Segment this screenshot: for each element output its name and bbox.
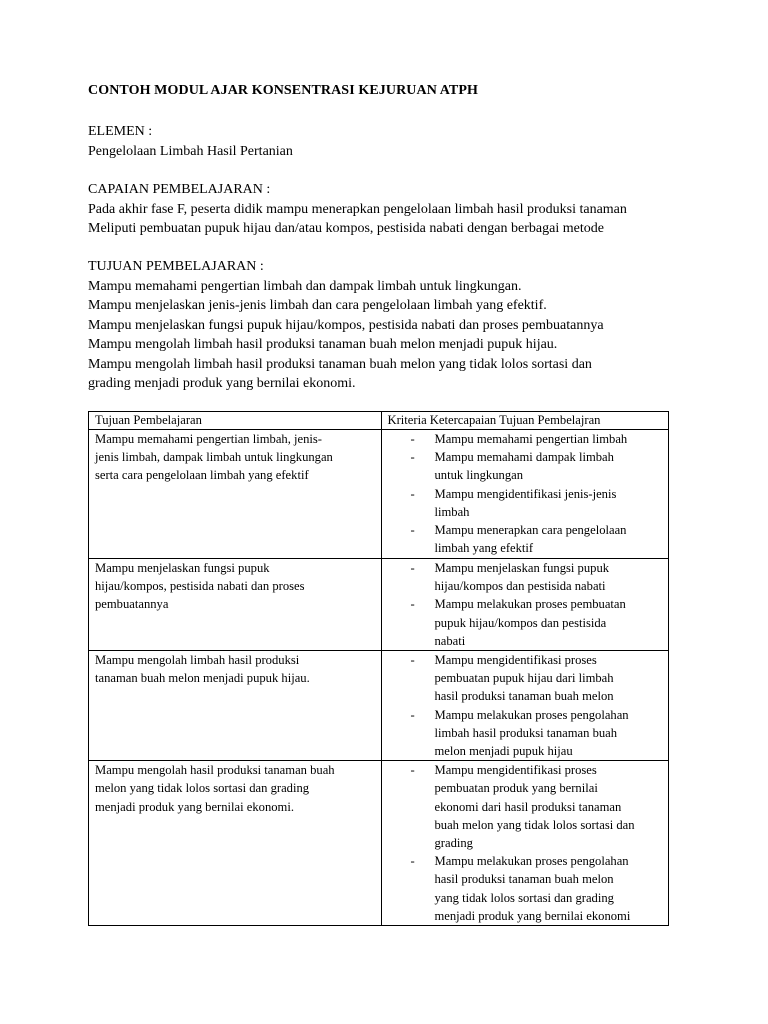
item-line: - Mampu mengidentifikasi proses bbox=[434, 763, 597, 778]
kriteria-list bbox=[388, 761, 665, 925]
capaian-section bbox=[88, 180, 627, 239]
tujuan-cell bbox=[89, 761, 382, 926]
cell-line: melon yang tidak lolos sortasi dan grading bbox=[95, 781, 310, 796]
item-line: yang tidak lolos sortasi dan grading bbox=[434, 890, 614, 905]
elemen-value: Pengelolaan Limbah Hasil Pertanian bbox=[88, 143, 293, 159]
table-row bbox=[89, 430, 669, 559]
cell-line: serta cara pengelolaan limbah yang efektif bbox=[95, 468, 309, 483]
kriteria-list bbox=[388, 559, 665, 650]
item-line: pembuatan pupuk hijau dari limbah bbox=[434, 671, 614, 686]
item-line: pupuk hijau/kompos dan pestisida bbox=[434, 615, 607, 630]
item-line: melon menjadi pupuk hijau bbox=[434, 744, 573, 759]
elemen-section bbox=[88, 122, 293, 161]
capaian-line: Meliputi pembuatan pupuk hijau dan/atau kompos, pestisida nabati dengan berbagai metode bbox=[88, 221, 604, 236]
tujuan-cell bbox=[89, 430, 382, 559]
cell-line: tanaman buah melon menjadi pupuk hijau. bbox=[95, 671, 310, 686]
item-line: - Mampu menerapkan cara pengelolaan bbox=[434, 523, 627, 538]
tujuan-line: Mampu memahami pengertian limbah dan dampak limbah untuk lingkungan. bbox=[88, 278, 522, 294]
kriteria-list bbox=[388, 651, 665, 760]
cell-line: Mampu menjelaskan fungsi pupuk bbox=[95, 561, 270, 575]
tujuan-cell bbox=[89, 559, 382, 651]
item-line: - Mampu melakukan proses pembuatan bbox=[434, 597, 626, 612]
cell-line: Mampu mengolah hasil produksi tanaman buah bbox=[95, 763, 335, 778]
capaian-label: CAPAIAN PEMBELAJARAN : bbox=[88, 182, 271, 197]
item-line: hasil produksi tanaman buah melon bbox=[434, 689, 614, 704]
cell-line: jenis limbah, dampak limbah untuk lingkungan bbox=[95, 450, 333, 465]
item-line: - Mampu melakukan proses pengolahan bbox=[434, 707, 629, 722]
item-line: - Mampu memahami dampak limbah bbox=[434, 450, 614, 465]
kriteria-item bbox=[388, 651, 665, 706]
item-line: limbah yang efektif bbox=[434, 541, 534, 556]
item-line: - Mampu memahami pengertian limbah bbox=[434, 432, 628, 446]
kriteria-item bbox=[388, 430, 665, 448]
tujuan-cell bbox=[89, 651, 382, 761]
kriteria-item bbox=[388, 521, 665, 557]
kriteria-item bbox=[388, 852, 665, 925]
item-line: grading bbox=[434, 836, 473, 851]
item-line: hasil produksi tanaman buah melon bbox=[434, 872, 614, 887]
kriteria-cell bbox=[381, 651, 669, 761]
tujuan-line: grading menjadi produk yang bernilai ekonomi. bbox=[88, 376, 356, 391]
item-line: menjadi produk yang bernilai ekonomi bbox=[434, 908, 631, 923]
kriteria-cell bbox=[381, 559, 669, 651]
document-title: CONTOH MODUL AJAR KONSENTRASI KEJURUAN ATPH bbox=[88, 83, 478, 98]
tujuan-label: TUJUAN PEMBELAJARAN : bbox=[88, 259, 264, 274]
kriteria-cell bbox=[381, 430, 669, 559]
item-line: hijau/kompos dan pestisida nabati bbox=[434, 579, 606, 594]
table-header-row bbox=[89, 412, 669, 430]
kriteria-item bbox=[388, 559, 665, 595]
cell-line: Mampu mengolah limbah hasil produksi bbox=[95, 653, 300, 668]
elemen-label: ELEMEN : bbox=[88, 124, 153, 139]
table-row bbox=[89, 559, 669, 651]
cell-line: Mampu memahami pengertian limbah, jenis- bbox=[95, 432, 322, 446]
capaian-line: Pada akhir fase F, peserta didik mampu menerapkan pengelolaan limbah hasil produksi tanaman bbox=[88, 201, 627, 217]
kriteria-item bbox=[388, 761, 665, 852]
tujuan-line: Mampu menjelaskan jenis-jenis limbah dan cara pengelolaan limbah yang efektif. bbox=[88, 298, 547, 313]
kriteria-item bbox=[388, 706, 665, 761]
kriteria-item bbox=[388, 595, 665, 650]
item-line: untuk lingkungan bbox=[434, 468, 524, 483]
tujuan-line: Mampu menjelaskan fungsi pupuk hijau/kompos, pestisida nabati dan proses pembuatannya bbox=[88, 317, 604, 333]
table-row bbox=[89, 761, 669, 926]
tujuan-line: Mampu mengolah limbah hasil produksi tanaman buah melon yang tidak lolos sortasi dan bbox=[88, 356, 592, 372]
cell-line: hijau/kompos, pestisida nabati dan proses bbox=[95, 579, 305, 594]
kriteria-item bbox=[388, 485, 665, 521]
cell-line: pembuatannya bbox=[95, 597, 169, 612]
item-line: nabati bbox=[434, 633, 466, 648]
item-line: - Mampu melakukan proses pengolahan bbox=[434, 854, 629, 869]
item-line: - Mampu mengidentifikasi jenis-jenis bbox=[434, 486, 617, 501]
tujuan-line: Mampu mengolah limbah hasil produksi tanaman buah melon menjadi pupuk hijau. bbox=[88, 337, 558, 352]
table-header-kriteria: Kriteria Ketercapaian Tujuan Pembelajran bbox=[381, 412, 669, 430]
table-header-tujuan: Tujuan Pembelajaran bbox=[89, 412, 382, 430]
kriteria-item bbox=[388, 448, 665, 484]
item-line: limbah hasil produksi tanaman buah bbox=[434, 725, 618, 740]
kriteria-cell bbox=[381, 761, 669, 926]
cell-line: menjadi produk yang bernilai ekonomi. bbox=[95, 799, 295, 814]
item-line: - Mampu menjelaskan fungsi pupuk bbox=[434, 561, 610, 575]
learning-objectives-table bbox=[88, 411, 669, 926]
item-line: pembuatan produk yang bernilai bbox=[434, 781, 598, 796]
item-line: - Mampu mengidentifikasi proses bbox=[434, 653, 597, 668]
item-line: buah melon yang tidak lolos sortasi dan bbox=[434, 817, 635, 832]
table-row bbox=[89, 651, 669, 761]
kriteria-list bbox=[388, 430, 665, 557]
tujuan-section bbox=[88, 257, 604, 394]
item-line: limbah bbox=[434, 504, 470, 519]
item-line: ekonomi dari hasil produksi tanaman bbox=[434, 799, 622, 814]
